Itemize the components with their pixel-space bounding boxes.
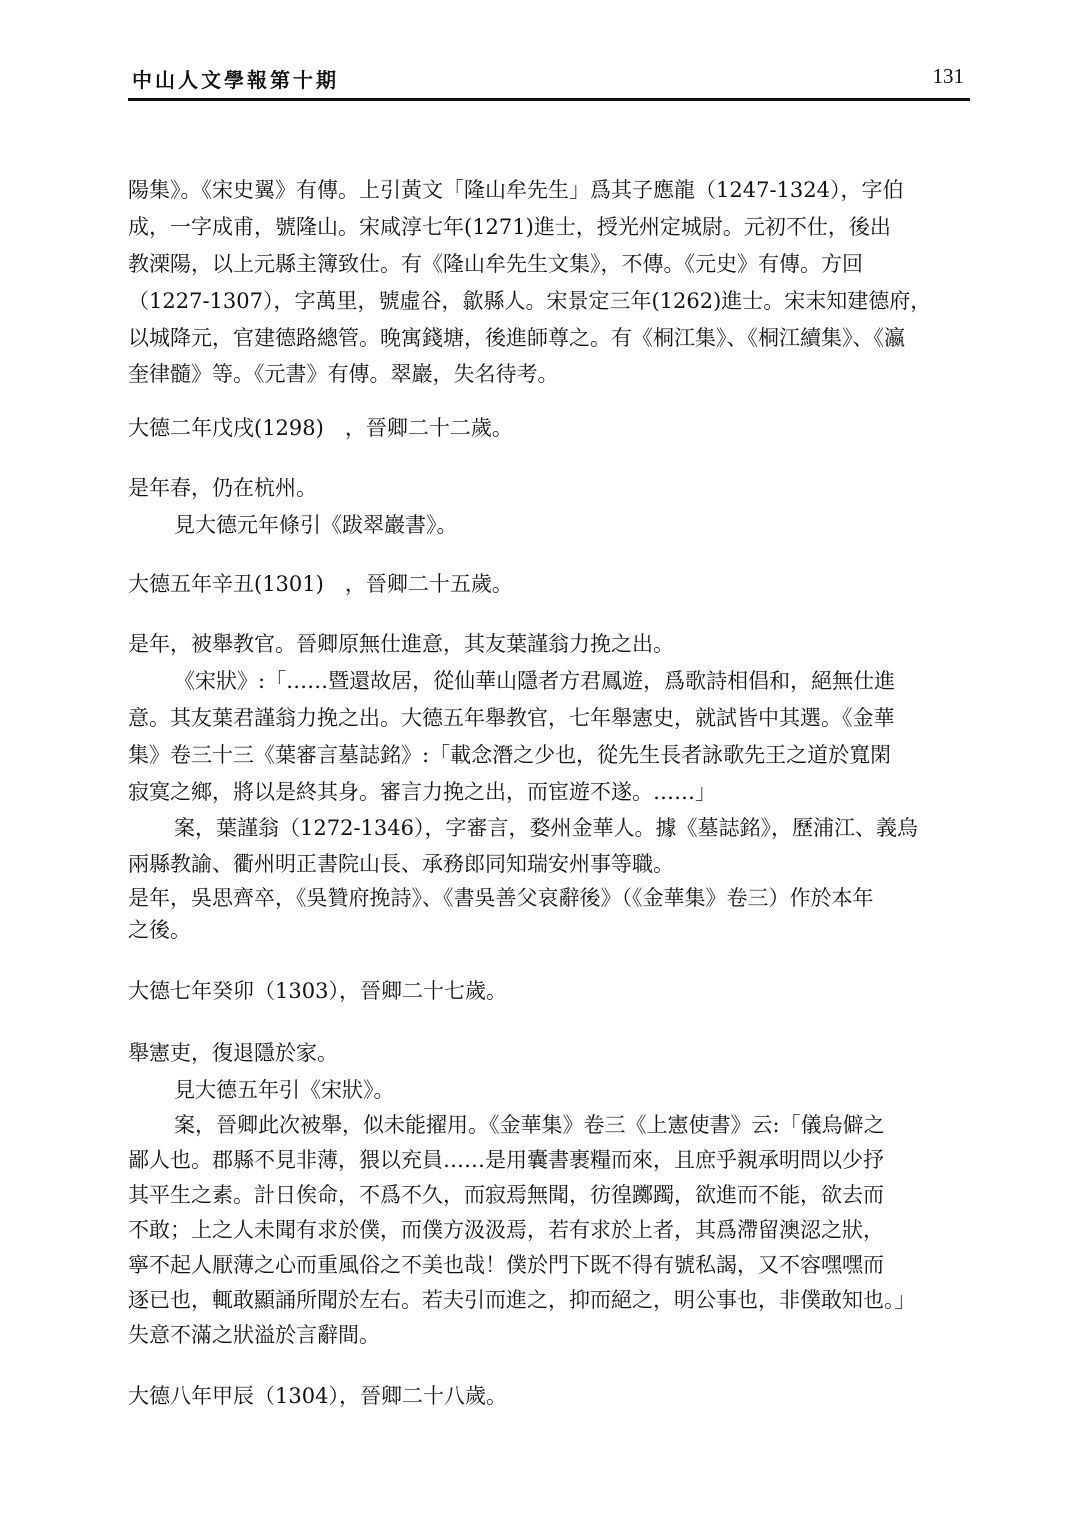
- text-line: 鄙人也。郡縣不見非薄，猥以充員……是用囊書裹糧而來，且庶乎親承明問以少抒: [128, 1148, 884, 1172]
- text-line: 兩縣教諭、衢州明正書院山長、承務郎同知瑞安州事等職。: [128, 852, 674, 876]
- text-line: 案，晉卿此次被舉，似未能擢用。《金華集》卷三《上憲使書》云:「儀烏僻之: [174, 1113, 885, 1137]
- journal-title: 中山人文學報第十期: [132, 68, 339, 92]
- header-rule: [128, 98, 970, 101]
- text-line: 見大德元年條引《跋翠巖書》。: [174, 513, 458, 537]
- text-line: 意。其友葉君謹翁力挽之出。大德五年舉教官，七年舉憲史，就試皆中其選。《金華: [128, 706, 895, 730]
- text-line: 其平生之素。計日俟命，不爲不久，而寂焉無聞，彷徨躑躅，欲進而不能，欲去而: [128, 1183, 884, 1207]
- text-line: 舉憲吏，復退隱於家。: [128, 1041, 338, 1065]
- text-line: 寂寞之鄉，將以是終其身。審言力挽之出，而宦遊不遂。……」: [128, 780, 716, 804]
- text-line: 教溧陽，以上元縣主簿致仕。有《隆山牟先生文集》，不傳。《元史》有傳。方回: [128, 252, 863, 276]
- year-heading: 大德八年甲辰（1304），晉卿二十八歲。: [128, 1384, 507, 1408]
- text-line: 奎律髓》等。《元書》有傳。翠巖，失名待考。: [128, 362, 559, 386]
- text-line: 案，葉謹翁（1272-1346），字審言，婺州金華人。據《墓誌銘》，歷浦江、義烏: [174, 816, 918, 840]
- text-line: 不敢；上之人未聞有求於僕，而僕方汲汲焉，若有求於上者，其爲滯留澳涊之狀，: [128, 1218, 884, 1242]
- year-heading: 大德二年戊戌(1298) ，晉卿二十二歲。: [128, 416, 513, 440]
- year-heading: 大德七年癸卯（1303），晉卿二十七歲。: [128, 979, 507, 1003]
- text-line: 見大德五年引《宋狀》。: [174, 1078, 395, 1102]
- text-line: 《宋狀》:「……暨還故居，從仙華山隱者方君鳳遊，爲歌詩相倡和，絕無仕進: [174, 669, 896, 693]
- text-line: 是年，吳思齊卒，《吳贊府挽詩》、《書吳善父哀辭後》（《金華集》卷三）作於本年: [128, 886, 874, 910]
- text-line: （1227-1307），字萬里，號虛谷，歙縣人。宋景定三年(1262)進士。宋末知建德府，: [128, 289, 932, 313]
- text-line: 集》卷三十三《葉審言墓誌銘》:「載念潛之少也，從先生長者詠歌先王之道於寬閑: [128, 743, 892, 767]
- text-line: 逐已也，輒敢顯誦所聞於左右。若夫引而進之，抑而絕之，明公事也，非僕敢知也。」: [128, 1288, 916, 1312]
- text-line: 之後。: [128, 918, 191, 942]
- text-line: 寧不起人厭薄之心而重風俗之不美也哉！僕於門下既不得有號私謁，又不容嘿嘿而: [128, 1253, 884, 1277]
- text-line: 是年，被舉教官。晉卿原無仕進意，其友葉謹翁力挽之出。: [128, 632, 674, 656]
- page-number: 131: [932, 64, 964, 88]
- text-line: 陽集》。《宋史翼》有傳。上引黃文「隆山牟先生」爲其子應龍（1247-1324），字伯: [128, 178, 904, 202]
- year-heading: 大德五年辛丑(1301) ，晉卿二十五歲。: [128, 572, 513, 596]
- text-line: 成，一字成甫，號隆山。宋咸淳七年(1271)進士，授光州定城尉。元初不仕，後出: [128, 215, 891, 239]
- running-header: [128, 62, 970, 94]
- text-line: 失意不滿之狀溢於言辭間。: [128, 1323, 380, 1347]
- text-line: 是年春，仍在杭州。: [128, 476, 317, 500]
- text-line: 以城降元，官建德路總管。晚寓錢塘，後進師尊之。有《桐江集》、《桐江續集》、《瀛: [128, 326, 905, 350]
